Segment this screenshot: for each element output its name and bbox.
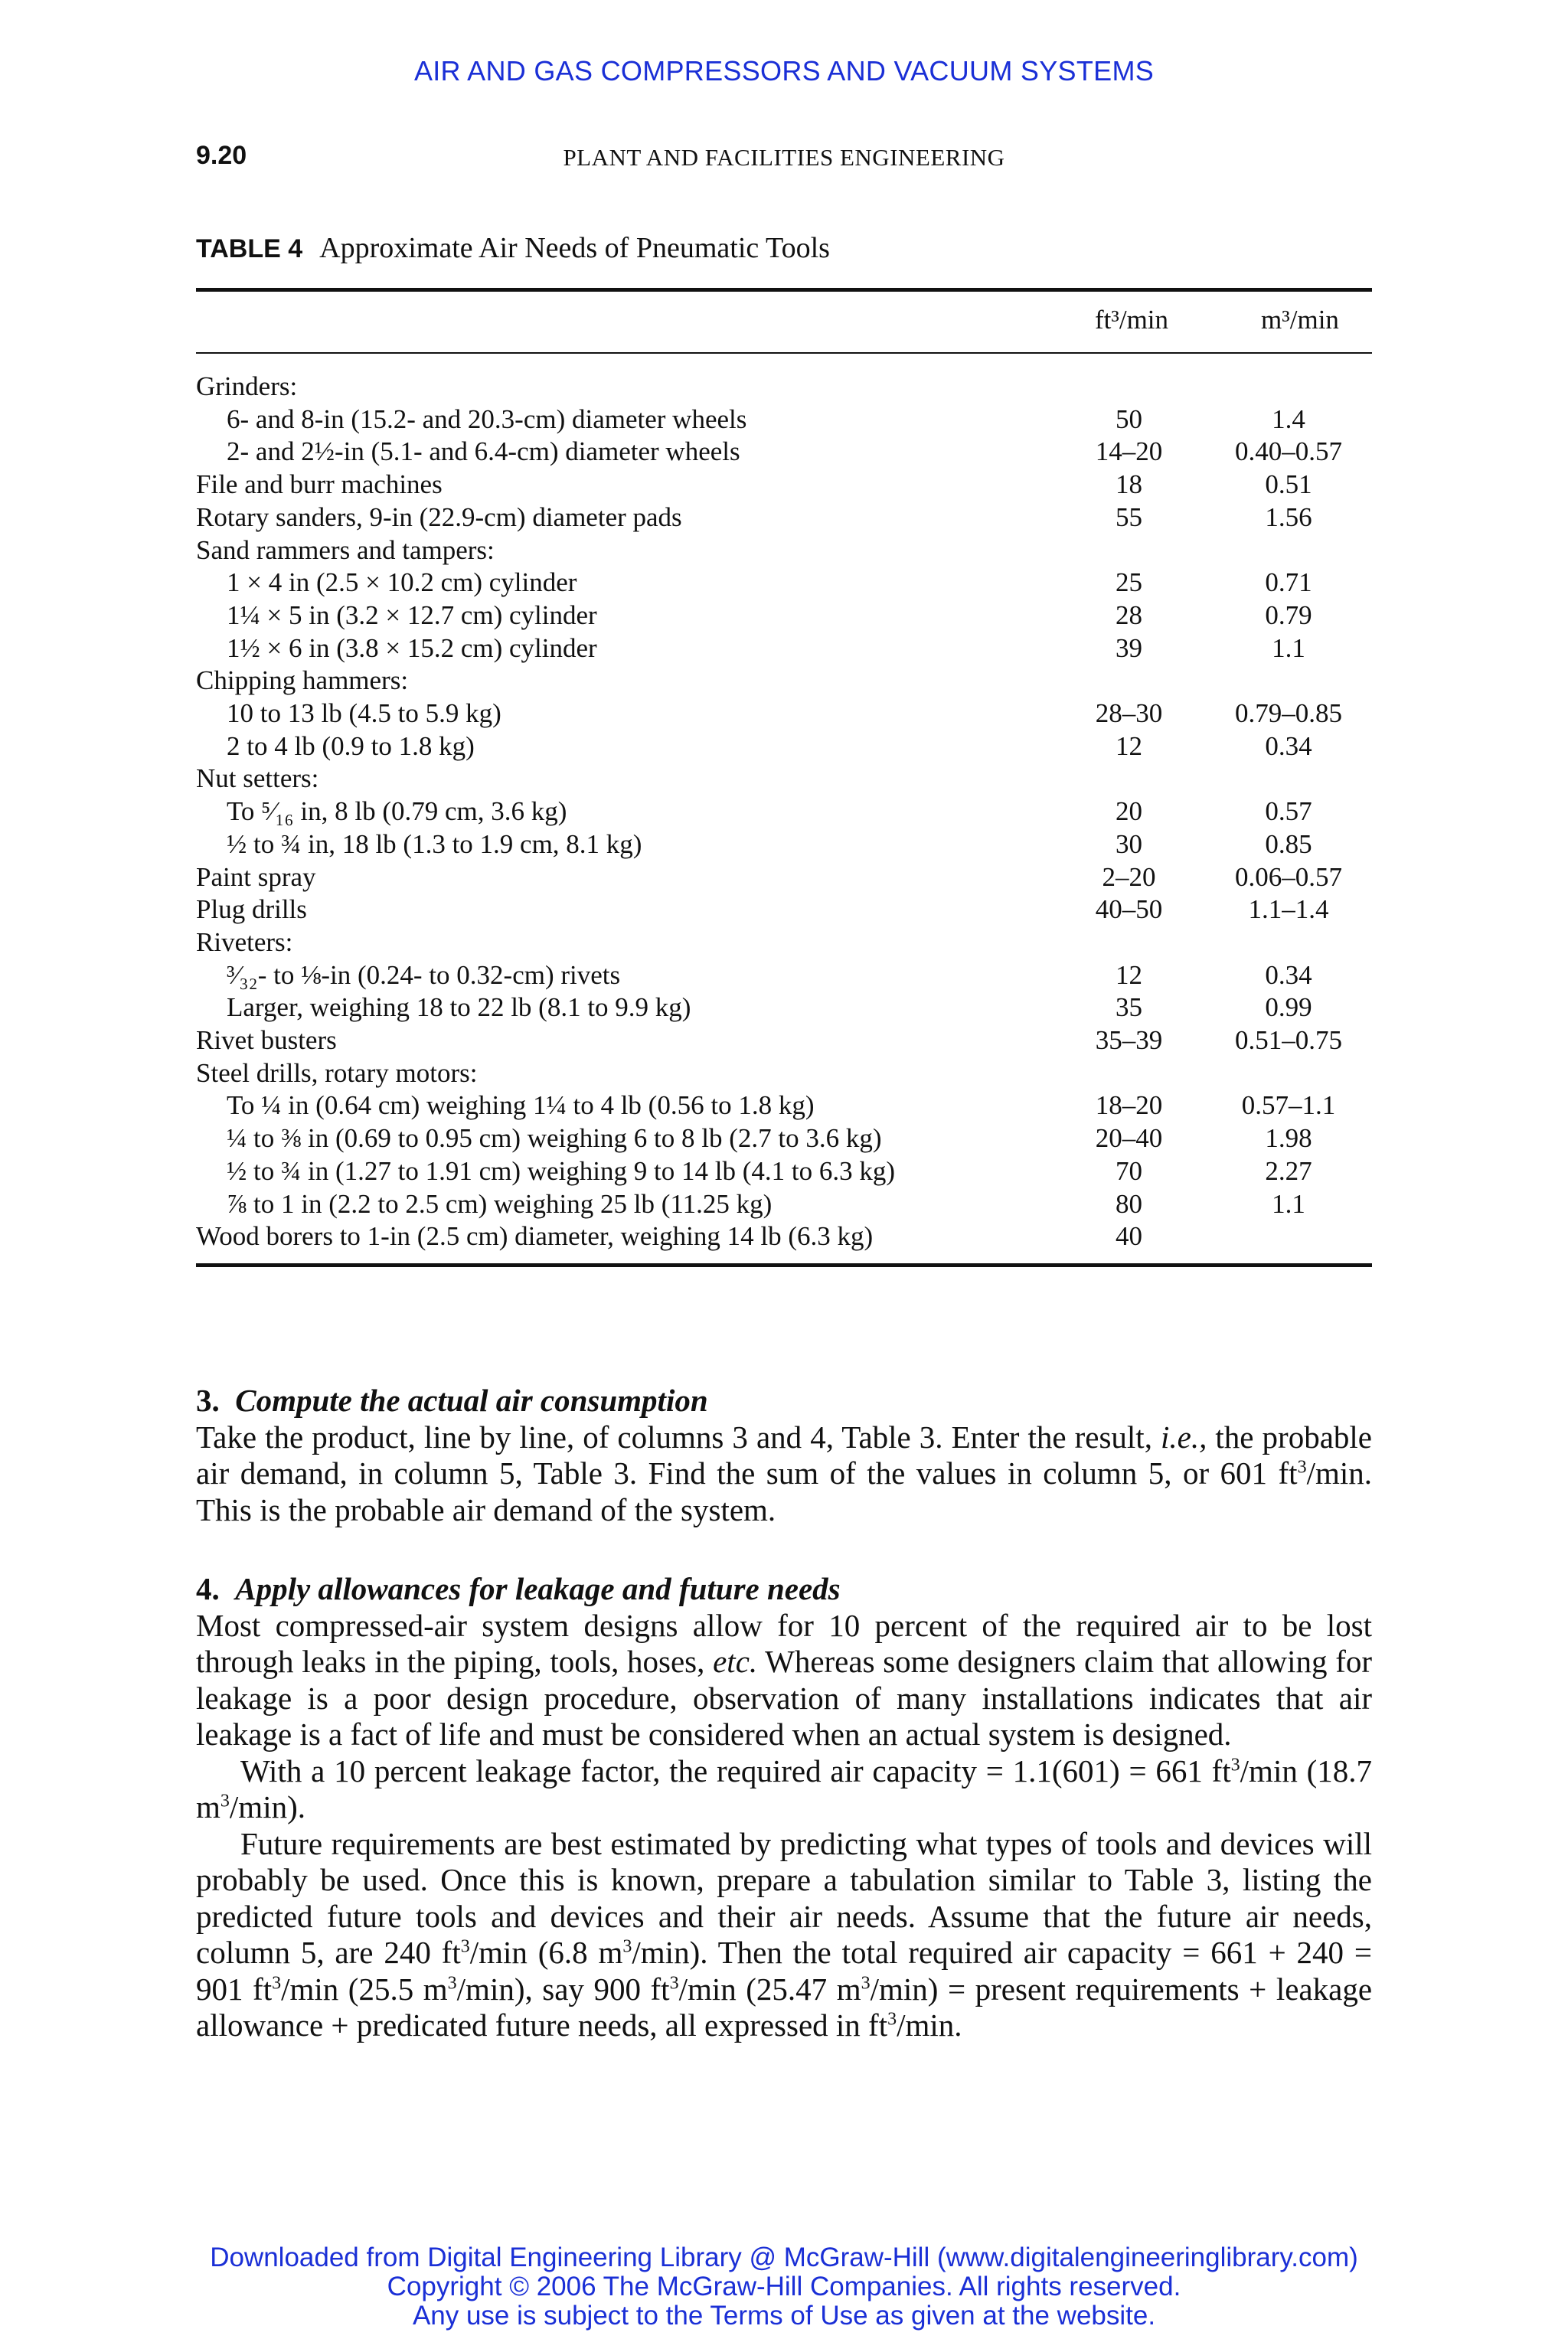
footer-download-link[interactable]: Downloaded from Digital Engineering Library @ McGraw-Hill (www.digitalengineeringlibrary.com) (210, 2243, 1358, 2272)
page-number: 9.20 (196, 141, 247, 170)
airflow-ft3-per-min: 25 (1116, 567, 1142, 598)
footer-terms[interactable]: Any use is subject to the Terms of Use as given at the website. (412, 2301, 1156, 2331)
table-row (196, 697, 1372, 730)
tool-name: 10 to 13 lb (4.5 to 5.9 kg) (227, 698, 501, 729)
airflow-m3-per-min: 0.51–0.75 (1234, 1025, 1342, 1056)
airflow-m3-per-min: 0.57–1.1 (1241, 1090, 1336, 1121)
airflow-m3-per-min (1205, 1220, 1372, 1253)
table-row (196, 730, 1372, 763)
airflow-m3-per-min (1205, 371, 1372, 403)
tool-name: ³⁄₃₂- to ⅛-in (0.24- to 0.32-cm) rivets (227, 959, 621, 990)
table-row (196, 1220, 1372, 1253)
table-row (196, 436, 1372, 469)
table-top-rule (196, 288, 1372, 292)
airflow-ft3-per-min: 20 (1116, 796, 1142, 827)
table-row (196, 763, 1372, 795)
airflow-m3-per-min: 0.51 (1265, 469, 1312, 500)
airflow-ft3-per-min: 28–30 (1095, 698, 1163, 729)
header-link[interactable]: AIR AND GAS COMPRESSORS AND VACUUM SYSTEMS (413, 55, 1155, 87)
tool-name: To ¼ in (0.64 cm) weighing 1¼ to 4 lb (0.56 to 1.8 kg) (227, 1090, 815, 1121)
airflow-ft3-per-min: 80 (1116, 1188, 1142, 1219)
airflow-m3-per-min: 1.1–1.4 (1248, 894, 1329, 925)
table-row (196, 1122, 1372, 1155)
footer-notice (0, 2243, 1568, 2331)
airflow-m3-per-min: 0.79 (1265, 599, 1312, 630)
airflow-m3-per-min: 0.71 (1265, 567, 1312, 598)
tool-name: Larger, weighing 18 to 22 lb (8.1 to 9.9 kg) (227, 992, 691, 1023)
tool-name: 1 × 4 in (2.5 × 10.2 cm) cylinder (227, 567, 577, 598)
airflow-m3-per-min: 1.56 (1265, 501, 1312, 532)
table-title: Approximate Air Needs of Pneumatic Tools (319, 232, 830, 264)
table-row (196, 371, 1372, 403)
airflow-ft3-per-min: 14–20 (1095, 436, 1163, 467)
airflow-ft3-per-min (1053, 371, 1205, 403)
table-row (196, 1089, 1372, 1122)
section-4-paragraph-1: Most compressed-air system designs allow for 10 percent of the required air to be lost through leaks in the piping, tools, hoses, etc. Whereas some designers claim that allowing for leakage is a poor design procedure, observation of many installations indicates that air leakage is a fact of life and must be considered when an actual system is designed. (196, 1607, 1372, 1752)
tool-name: 6- and 8-in (15.2- and 20.3-cm) diameter wheels (227, 403, 747, 434)
tool-name: Riveters: (196, 926, 293, 957)
airflow-m3-per-min: 0.06–0.57 (1234, 861, 1342, 892)
tool-name: 2 to 4 lb (0.9 to 1.8 kg) (227, 730, 475, 761)
table-row (196, 1024, 1372, 1057)
section-3 (196, 1383, 1372, 1528)
airflow-m3-per-min: 0.40–0.57 (1234, 436, 1342, 467)
airflow-m3-per-min: 1.1 (1272, 1188, 1305, 1219)
airflow-m3-per-min (1205, 763, 1372, 795)
tool-name: 2- and 2½-in (5.1- and 6.4-cm) diameter wheels (227, 436, 740, 467)
airflow-m3-per-min: 0.79–0.85 (1234, 698, 1342, 729)
footer-copyright: Copyright © 2006 The McGraw-Hill Companies. All rights reserved. (387, 2272, 1181, 2301)
airflow-m3-per-min: 1.4 (1272, 403, 1305, 434)
tool-name: Rotary sanders, 9-in (22.9-cm) diameter pads (196, 501, 682, 532)
tool-name: Rivet busters (196, 1025, 337, 1056)
table-row (196, 861, 1372, 894)
table-row (196, 599, 1372, 632)
table-row (196, 893, 1372, 926)
airflow-m3-per-min: 0.57 (1265, 796, 1312, 827)
airflow-ft3-per-min (1053, 665, 1205, 697)
tool-name: File and burr machines (196, 469, 443, 500)
running-head: PLANT AND FACILITIES ENGINEERING (563, 144, 1005, 171)
tool-name: Paint spray (196, 861, 316, 892)
section-3-body: Take the product, line by line, of columns 3 and 4, Table 3. Enter the result, i.e., the probable air demand, in column 5, Table 3. Find the sum of the values in column 5, or 601 $ft^3/\min$. This is the probable air demand of the system. (196, 1419, 1372, 1527)
airflow-ft3-per-min: 18 (1116, 469, 1142, 500)
airflow-ft3-per-min: 28 (1116, 599, 1142, 630)
section-3-heading: 3. Compute the actual air consumption (196, 1383, 708, 1418)
tool-name: ⅞ to 1 in (2.2 to 2.5 cm) weighing 25 lb (11.25 kg) (227, 1188, 773, 1219)
table-label: TABLE 4 (196, 234, 303, 263)
airflow-ft3-per-min: 2–20 (1102, 861, 1156, 892)
airflow-ft3-per-min: 55 (1116, 501, 1142, 532)
table-row (196, 534, 1372, 567)
table-row (196, 632, 1372, 665)
airflow-ft3-per-min: 30 (1116, 828, 1142, 859)
column-header-m: m³/min (1261, 305, 1339, 335)
table-row (196, 959, 1372, 992)
table-row (196, 567, 1372, 599)
airflow-m3-per-min: 2.27 (1265, 1155, 1312, 1186)
tool-name: Chipping hammers: (196, 665, 409, 696)
tool-name: Grinders: (196, 371, 298, 401)
airflow-ft3-per-min (1053, 763, 1205, 795)
tool-name: ¼ to ⅜ in (0.69 to 0.95 cm) weighing 6 to 8 lb (2.7 to 3.6 kg) (227, 1123, 882, 1154)
airflow-ft3-per-min: 18–20 (1095, 1090, 1163, 1121)
airflow-ft3-per-min: 12 (1116, 730, 1142, 761)
table-row (196, 403, 1372, 436)
airflow-ft3-per-min: 20–40 (1095, 1123, 1163, 1154)
tool-name: Sand rammers and tampers: (196, 534, 495, 565)
table-row (196, 795, 1372, 828)
airflow-m3-per-min: 1.1 (1272, 632, 1305, 663)
air-needs-table (196, 371, 1372, 1253)
airflow-ft3-per-min: 35–39 (1095, 1025, 1163, 1056)
table-row (196, 469, 1372, 501)
airflow-m3-per-min (1205, 534, 1372, 567)
airflow-ft3-per-min (1053, 534, 1205, 567)
table-row (196, 828, 1372, 861)
airflow-ft3-per-min (1053, 1057, 1205, 1090)
tool-name: ½ to ¾ in (1.27 to 1.91 cm) weighing 9 to 14 lb (4.1 to 6.3 kg) (227, 1155, 895, 1186)
airflow-ft3-per-min: 35 (1116, 992, 1142, 1023)
table-caption (196, 231, 830, 265)
airflow-ft3-per-min: 39 (1116, 632, 1142, 663)
airflow-m3-per-min: 0.34 (1265, 730, 1312, 761)
airflow-m3-per-min: 0.34 (1265, 959, 1312, 990)
airflow-m3-per-min: 0.99 (1265, 992, 1312, 1023)
section-4-paragraph-3: Future requirements are best estimated by predicting what types of tools and devices will probably be used. Once this is known, prepare a tabulation similar to Table 3, listing the predicted future tools and devices and their air needs. Assume that the future air needs, column 5, are 240 $ft^3/\min$ (6.8 $m^3/\min$). Then the total required air capacity = 661 + 240 = 901 $ft^3/\min$ (25.5 $m^3/\min$), say 900 $ft^3/\min$ (25.47 $m^3/\min$) = present requirements + leakage allowance + predicated future needs, all expressed in $ft^3/\min$. (196, 1825, 1373, 2043)
airflow-m3-per-min (1205, 665, 1372, 697)
section-4-heading: 4. Apply allowances for leakage and future needs (196, 1571, 841, 1606)
airflow-m3-per-min (1205, 1057, 1372, 1090)
airflow-m3-per-min (1205, 926, 1372, 959)
table-row (196, 501, 1372, 534)
table-row (196, 991, 1372, 1024)
table-row (196, 1155, 1372, 1188)
airflow-ft3-per-min: 50 (1116, 403, 1142, 434)
tool-name: To ⁵⁄₁₆ in, 8 lb (0.79 cm, 3.6 kg) (227, 796, 567, 827)
tool-name: Wood borers to 1-in (2.5 cm) diameter, weighing 14 lb (6.3 kg) (196, 1221, 874, 1252)
airflow-m3-per-min: 1.98 (1265, 1123, 1312, 1154)
table-row (196, 665, 1372, 697)
table-bottom-rule (196, 1263, 1372, 1267)
airflow-ft3-per-min: 40 (1116, 1221, 1142, 1252)
tool-name: ½ to ¾ in, 18 lb (1.3 to 1.9 cm, 8.1 kg) (227, 828, 642, 859)
tool-name: 1½ × 6 in (3.8 × 15.2 cm) cylinder (227, 632, 597, 663)
column-header-ft: ft³/min (1094, 305, 1169, 335)
airflow-ft3-per-min: 40–50 (1095, 894, 1163, 925)
airflow-ft3-per-min: 70 (1116, 1155, 1142, 1186)
tool-name: Steel drills, rotary motors: (196, 1057, 478, 1088)
table-row (196, 1057, 1372, 1090)
airflow-ft3-per-min: 12 (1116, 959, 1142, 990)
tool-name: Nut setters: (196, 763, 319, 794)
tool-name: 1¼ × 5 in (3.2 × 12.7 cm) cylinder (227, 599, 597, 630)
tool-name: Plug drills (196, 894, 307, 925)
section-4-paragraph-2: With a 10 percent leakage factor, the required air capacity = 1.1(601) = 661 $ft^3/\min$ (18.7 $m^3/\min$). (196, 1753, 1373, 1824)
airflow-m3-per-min: 0.85 (1265, 828, 1312, 859)
table-row (196, 926, 1372, 959)
section-4 (196, 1571, 1372, 2044)
airflow-ft3-per-min (1053, 926, 1205, 959)
table-header-rule (196, 352, 1372, 354)
table-row (196, 1188, 1372, 1221)
